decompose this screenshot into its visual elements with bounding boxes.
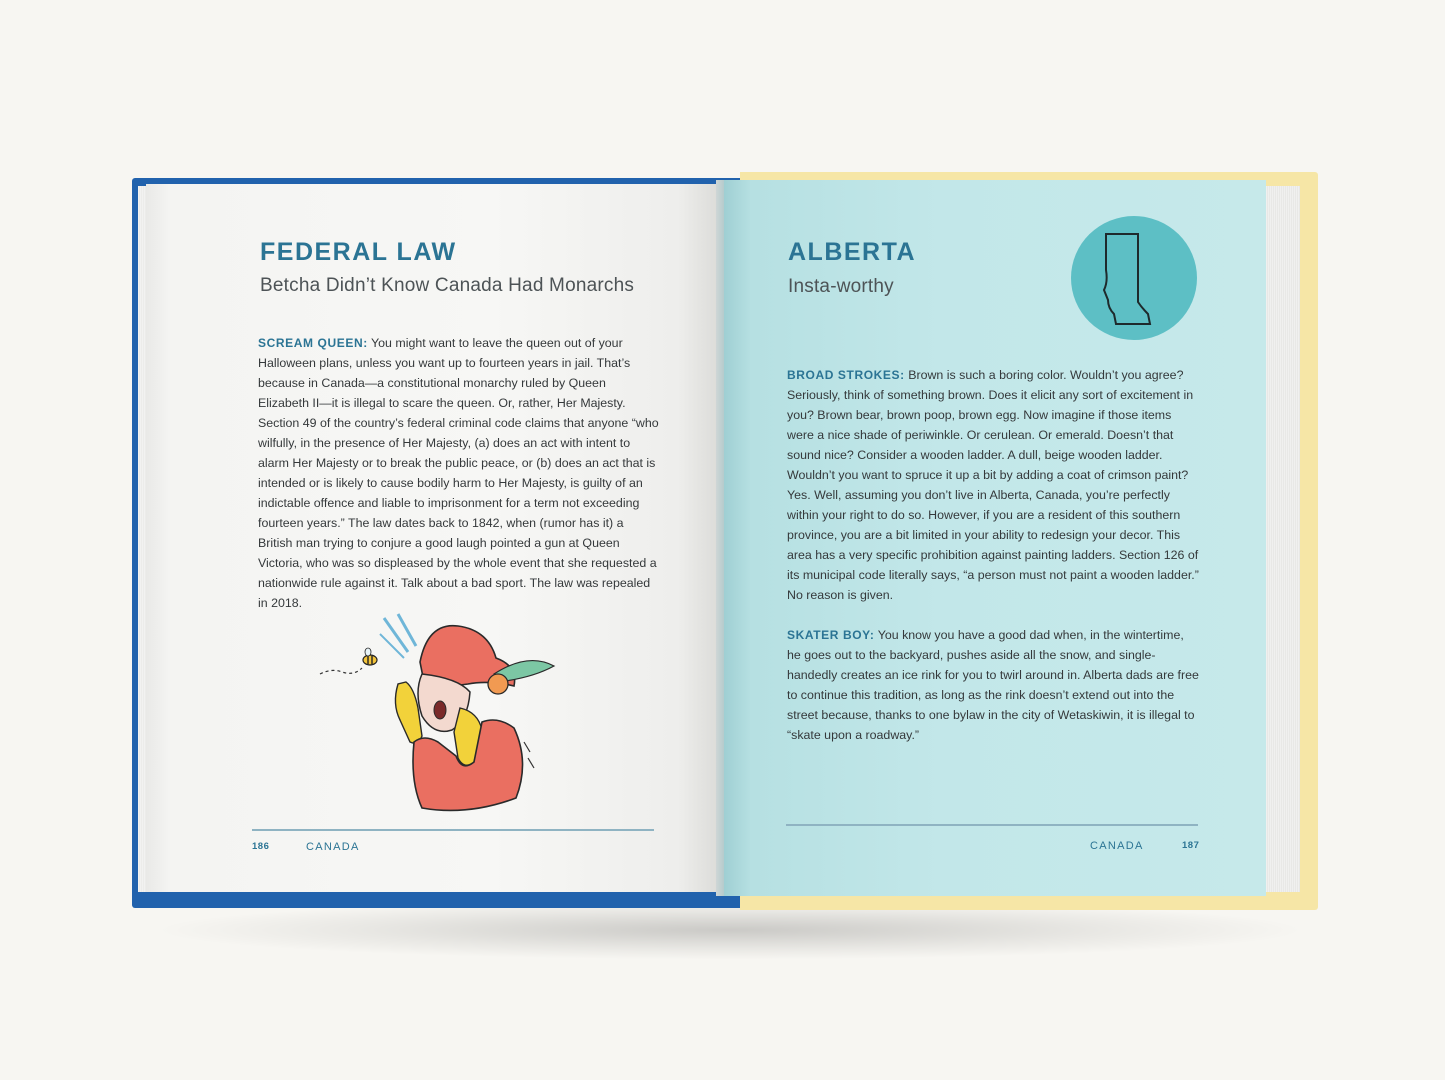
alberta-map-icon	[1068, 214, 1200, 342]
entry-scream-queen	[258, 333, 660, 613]
entry-lead: BROAD STROKES:	[787, 368, 905, 382]
left-page-title: FEDERAL LAW	[260, 238, 457, 266]
entry-lead: SCREAM QUEEN:	[258, 336, 368, 350]
left-page-subtitle: Betcha Didn’t Know Canada Had Monarchs	[260, 275, 635, 296]
right-footer-rule	[786, 824, 1198, 826]
right-page-edges	[1264, 186, 1300, 892]
left-footer-rule	[252, 829, 654, 831]
entry-lead: SKATER BOY:	[787, 628, 875, 642]
left-page-number: 186	[252, 841, 270, 852]
entry-text: You might want to leave the queen out of your Halloween plans, unless you want up to fourteen years in jail. That’s because in Canada—a constitutional monarchy ruled by Queen Elizabeth II—it is illegal to scare the queen. Or, rather, Her Majesty. Section 49 of the country’s federal criminal code claims that anyone “who wilfully, in the presence of Her Majesty, (a) does an act with intent to alarm Her Majesty or to break the public peace, or (b) does an act that is intended or is likely to cause bodily harm to Her Majesty, is guilty of an indictable offence and liable to imprisonment for a term not exceeding fourteen years.” The law dates back to 1842, when (rumor has it) a British man trying to conjure a good laugh pointed a gun at Queen Victoria, who was so displeased by the whole event that she requested a nationwide rule against it. Talk about a bad sport. The law was repealed in 2018.	[258, 336, 659, 610]
entry-broad-strokes	[787, 365, 1199, 605]
right-page-number: 187	[1182, 840, 1200, 851]
bee-trail	[320, 668, 362, 674]
entry-text: You know you have a good dad when, in the wintertime, he goes out to the backyard, pushes aside all the snow, and single-handedly creates an ice rink for you to twirl around in. Alberta dads are free to continue this tradition, as long as the rink doesn’t extend out into the street because, thanks to one bylaw in the city of Wetaskiwin, it is illegal to “skate upon a roadway.”	[787, 628, 1199, 742]
right-page-subtitle: Insta-worthy	[788, 276, 894, 297]
entry-skater-boy	[787, 625, 1199, 745]
right-section-label: CANADA	[1090, 840, 1144, 852]
left-page-body	[258, 333, 660, 633]
screaming-queen-illustration	[318, 612, 568, 817]
right-page-title: ALBERTA	[788, 238, 917, 266]
bee-icon	[363, 648, 377, 665]
left-section-label: CANADA	[306, 841, 360, 853]
entry-text: Brown is such a boring color. Wouldn’t you agree? Seriously, think of something brown. Does it elicit any sort of excitement in you? Brown bear, brown poop, brown egg. Now imagine if those items were a nice shade of periwinkle. Or cerulean. Or emerald. Doesn’t that sound nice? Consider a wooden ladder. A dull, beige wooden ladder. Wouldn’t you want to spruce it up a bit by adding a coat of crimson paint? Yes. Well, assuming you don’t live in Alberta, Canada, you’re perfectly within your right to do so. However, if you are a resident of this southern province, you are a bit limited in your ability to redesign your decor. This area has a very specific prohibition against painting ladders. Section 126 of its municipal code literally says, “a person must not paint a wooden ladder.” No reason is given.	[787, 368, 1199, 602]
right-page-body	[787, 365, 1199, 765]
